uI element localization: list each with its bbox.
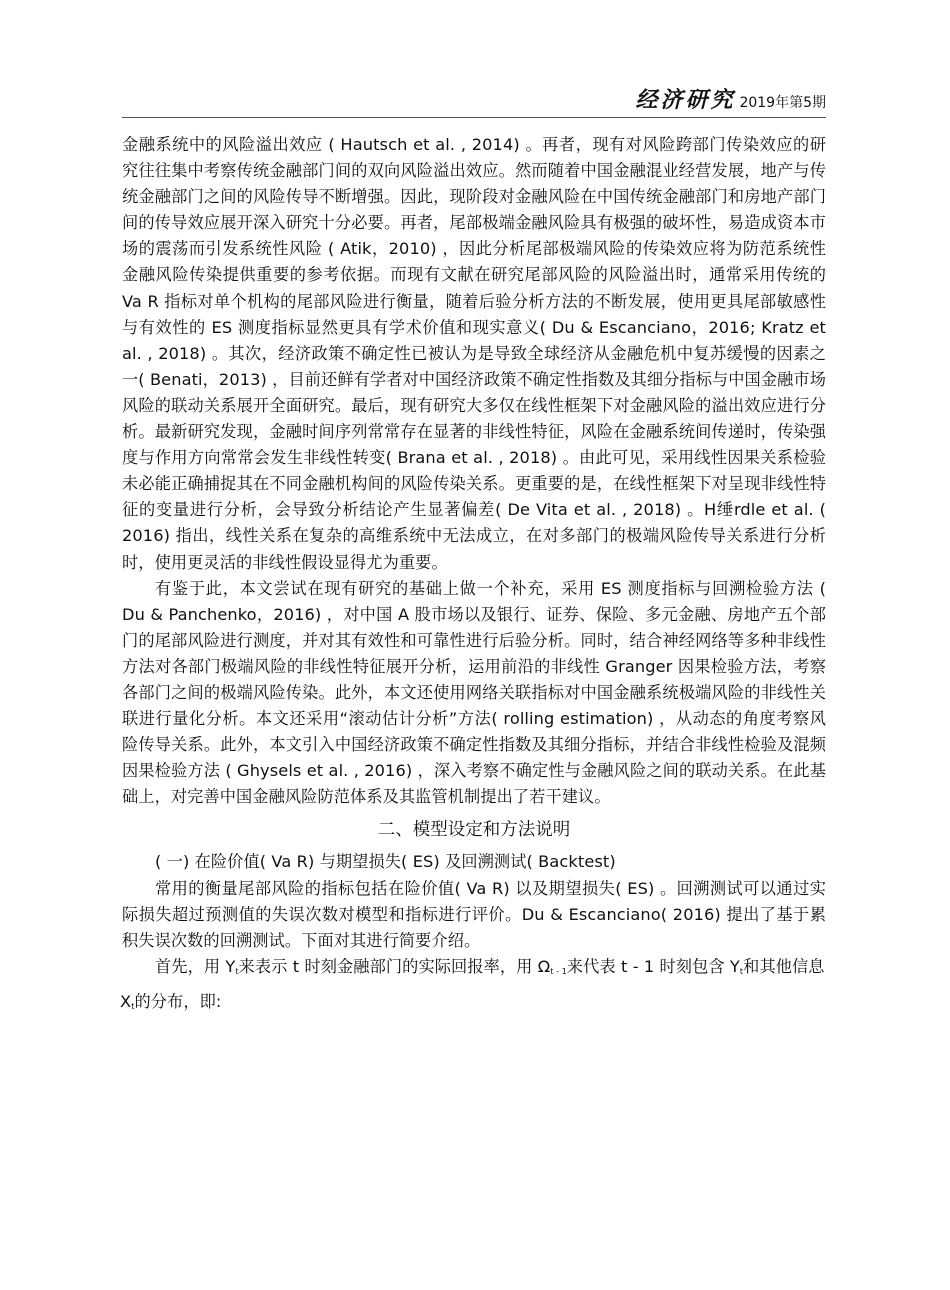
text-run: X bbox=[120, 991, 132, 1011]
journal-masthead bbox=[635, 83, 826, 114]
subscript: t bbox=[131, 1001, 135, 1011]
text-run: 的分布，即: bbox=[134, 991, 222, 1011]
journal-logo: 经济研究 bbox=[635, 87, 736, 113]
text-run: 和其他信息 bbox=[743, 956, 825, 976]
subscript: t bbox=[739, 966, 744, 976]
subscript: t - 1 bbox=[550, 966, 567, 976]
running-header bbox=[122, 88, 826, 118]
text-run: 来表示 t 时刻金融部门的实际回报率，用 Ω bbox=[238, 956, 551, 976]
body-paragraph: 常用的衡量尾部风险的指标包括在险价值( Va R) 以及期望损失( ES) 。回溯测试可以通过实际损失超过预测值的失误次数对模型和指标进行评价。Du & Escanciano( 2016) 提出了基于累积失误次数的回溯测试。下面对其进行简要介绍。 bbox=[122, 878, 826, 950]
subscript: t bbox=[235, 966, 239, 976]
body-paragraph bbox=[122, 954, 826, 985]
body-paragraph: 金融系统中的风险溢出效应 ( Hautsch et al. , 2014) 。再者，现有对风险跨部门传染效应的研究往往集中考察传统金融部门间的双向风险溢出效应。然而随着中国金融混业经营发展，地产与传统金融部门之间的风险传导不断增强。因此，现阶段对金融风险在中国传统金融部门和房地产部门间的传导效应展开深入研究十分必要。再者，尾部极端金融风险具有极强的破坏性，易造成资本市场的震荡而引发系统性风险 ( Atik，2010) ，因此分析尾部极端风险的传染效应将为防范系统性金融风险传染提供重要的参考依据。而现有文献在研究尾部风险的风险溢出时，通常采用传统的 Va R 指标对单个机构的尾部风险进行衡量，随着后验分析方法的不断发展，使用更具尾部敏感性与有效性的 ES 测度指标显然更具有学术价值和现实意义( Du & Escanciano，2016; Kratz et al. , 2018) 。其次，经济政策不确定性已被认为是导致全球经济从金融危机中复苏缓慢的因素之一( Benati，2013) ，目前还鲜有学者对中国经济政策不确定性指数及其细分指标与中国金融市场风险的联动关系展开全面研究。最后，现有研究大多仅在线性框架下对金融风险的溢出效应进行分析。最新研究发现，金融时间序列常常存在显著的非线性特征，风险在金融系统间传递时，传染强度与作用方向常常会发生非线性转变( Brana et al. , 2018) 。由此可见，采用线性因果关系检验未必能正确捕捉其在不同金融机构间的风险传染关系。更重要的是，在线性框架下对呈现非线性特征的变量进行分析，会导致分析结论产生显著偏差( De Vita et al. , 2018) 。H缍rdle et al. ( 2016) 指出，线性关系在复杂的高维系统中无法成立，在对多部门的极端风险传导关系进行分析时，使用更灵活的非线性假设显得尤为重要。 bbox=[122, 135, 826, 572]
subsection-heading: ( 一) 在险价值( Va R) 与期望损失( ES) 及回溯测试( Backtest) bbox=[155, 852, 616, 872]
issue-label: 2019年第5期 bbox=[739, 95, 826, 111]
body-paragraph: 有鉴于此，本文尝试在现有研究的基础上做一个补充，采用 ES 测度指标与回溯检验方法 ( Du & Panchenko，2016) ，对中国 A 股市场以及银行、证券、保险、多元金融、房地产五个部门的尾部风险进行测度，并对其有效性和可靠性进行后验分析。同时，结合神经网络等多种非线性方法对各部门极端风险的非线性特征展开分析，运用前沿的非线性 Granger 因果检验方法，考察各部门之间的极端风险传染。此外，本文还使用网络关联指标对中国金融系统极端风险的非线性关联进行量化分析。本文还采用“滚动估计分析”方法( rolling estimation) ，从动态的角度考察风险传导关系。此外，本文引入中国经济政策不确定性指数及其细分指标，并结合非线性检验及混频因果检验方法 ( Ghysels et al. , 2016) ，深入考察不确定性与金融风险之间的联动关系。在此基础上，对完善中国金融风险防范体系及其监管机制提出了若干建议。 bbox=[122, 578, 826, 807]
header-divider bbox=[122, 117, 826, 118]
text-run: 首先，用 Y bbox=[155, 956, 236, 976]
body-paragraph bbox=[120, 989, 826, 1020]
section-heading: 二、模型设定和方法说明 bbox=[377, 820, 571, 841]
page-body bbox=[122, 132, 826, 1020]
text-run: 来代表 t - 1 时刻包含 Y bbox=[566, 956, 740, 976]
